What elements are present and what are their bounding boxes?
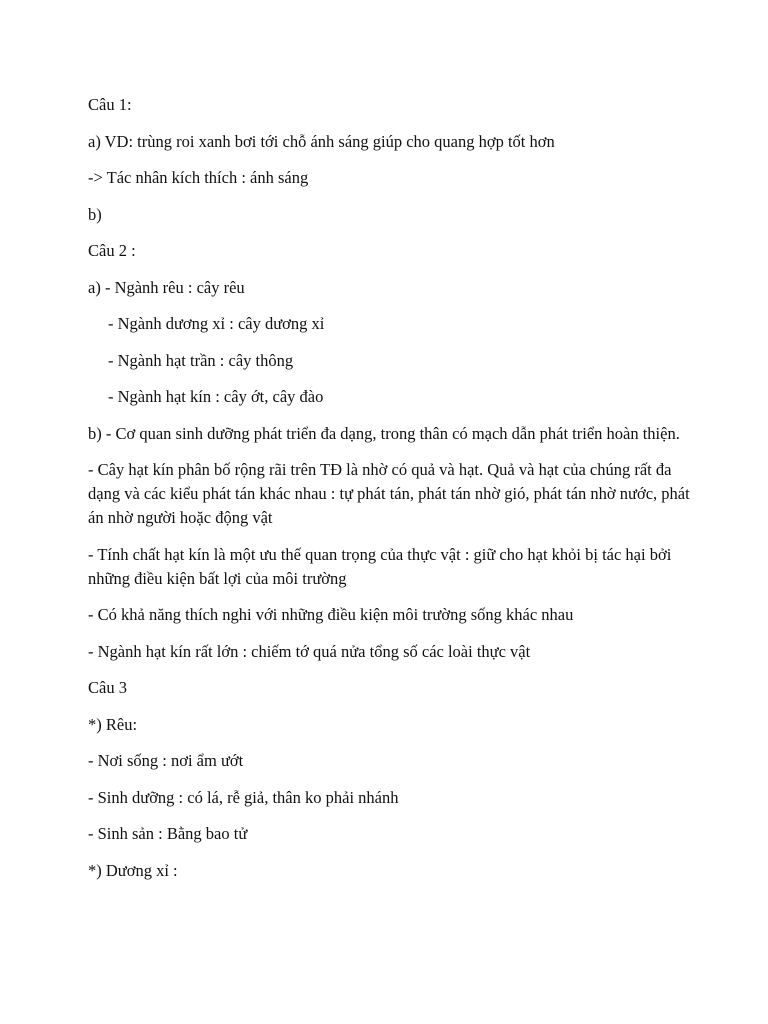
paragraph-cau-2-duong-xi: - Ngành dương xỉ : cây dương xỉ bbox=[108, 314, 325, 333]
paragraph-cau-3-sinh-duong: - Sinh dưỡng : có lá, rễ giả, thân ko phải nhánh bbox=[88, 787, 399, 807]
paragraph-cau-2-b: b) - Cơ quan sinh dưỡng phát triển đa dạng, trong thân có mạch dẫn phát triển hoàn thiện. bbox=[88, 423, 680, 443]
paragraph-cau-2-hat-tran: - Ngành hạt trần : cây thông bbox=[108, 350, 294, 370]
paragraph-cau-3-noi-song: - Nơi sống : nơi ẩm ướt bbox=[88, 751, 244, 770]
paragraph-cau-3-reu: *) Rêu: bbox=[88, 714, 138, 734]
paragraph-cau-2-hat-kin: - Ngành hạt kín : cây ớt, cây đào bbox=[108, 387, 324, 406]
paragraph-cau-3-duong-xi: *) Dương xỉ : bbox=[88, 860, 178, 880]
paragraph-cau-3-sinh-san: - Sinh sản : Bằng bao tử bbox=[88, 824, 248, 843]
paragraph-cau-1-stimulus: -> Tác nhân kích thích : ánh sáng bbox=[88, 168, 309, 187]
paragraph-cau-1-b: b) bbox=[88, 204, 102, 224]
paragraph-cau-2: Câu 2 : bbox=[88, 241, 136, 260]
paragraph-cau-1-a: a) VD: trùng roi xanh bơi tới chỗ ánh sáng giúp cho quang hợp tốt hơn bbox=[88, 131, 555, 151]
paragraph-cau-2-b-phan-bo: - Cây hạt kín phân bố rộng rãi trên TĐ là nhờ có quả và hạt. Quả và hạt của chúng rất đa dạng và các kiểu phát tán khác nhau : tự phát tán, phát tán nhờ gió, phát tán nhờ nước, phát án nhờ người hoặc động vật bbox=[88, 460, 690, 527]
paragraph-cau-2-b-nganh-lon: - Ngành hạt kín rất lớn : chiếm tớ quá nửa tổng số các loài thực vật bbox=[88, 641, 531, 661]
document-body bbox=[88, 93, 698, 895]
paragraph-cau-2-b-tinh-chat: - Tính chất hạt kín là một ưu thế quan trọng của thực vật : giữ cho hạt khỏi bị tác hại bởi những điều kiện bất lợi của môi trường bbox=[88, 544, 672, 588]
paragraph-cau-3: Câu 3 bbox=[88, 678, 127, 697]
paragraph-cau-1: Câu 1: bbox=[88, 95, 132, 114]
paragraph-cau-2-a-reu: a) - Ngành rêu : cây rêu bbox=[88, 277, 245, 297]
paragraph-cau-2-b-thich-nghi: - Có khả năng thích nghi với những điều kiện môi trường sống khác nhau bbox=[88, 605, 574, 624]
